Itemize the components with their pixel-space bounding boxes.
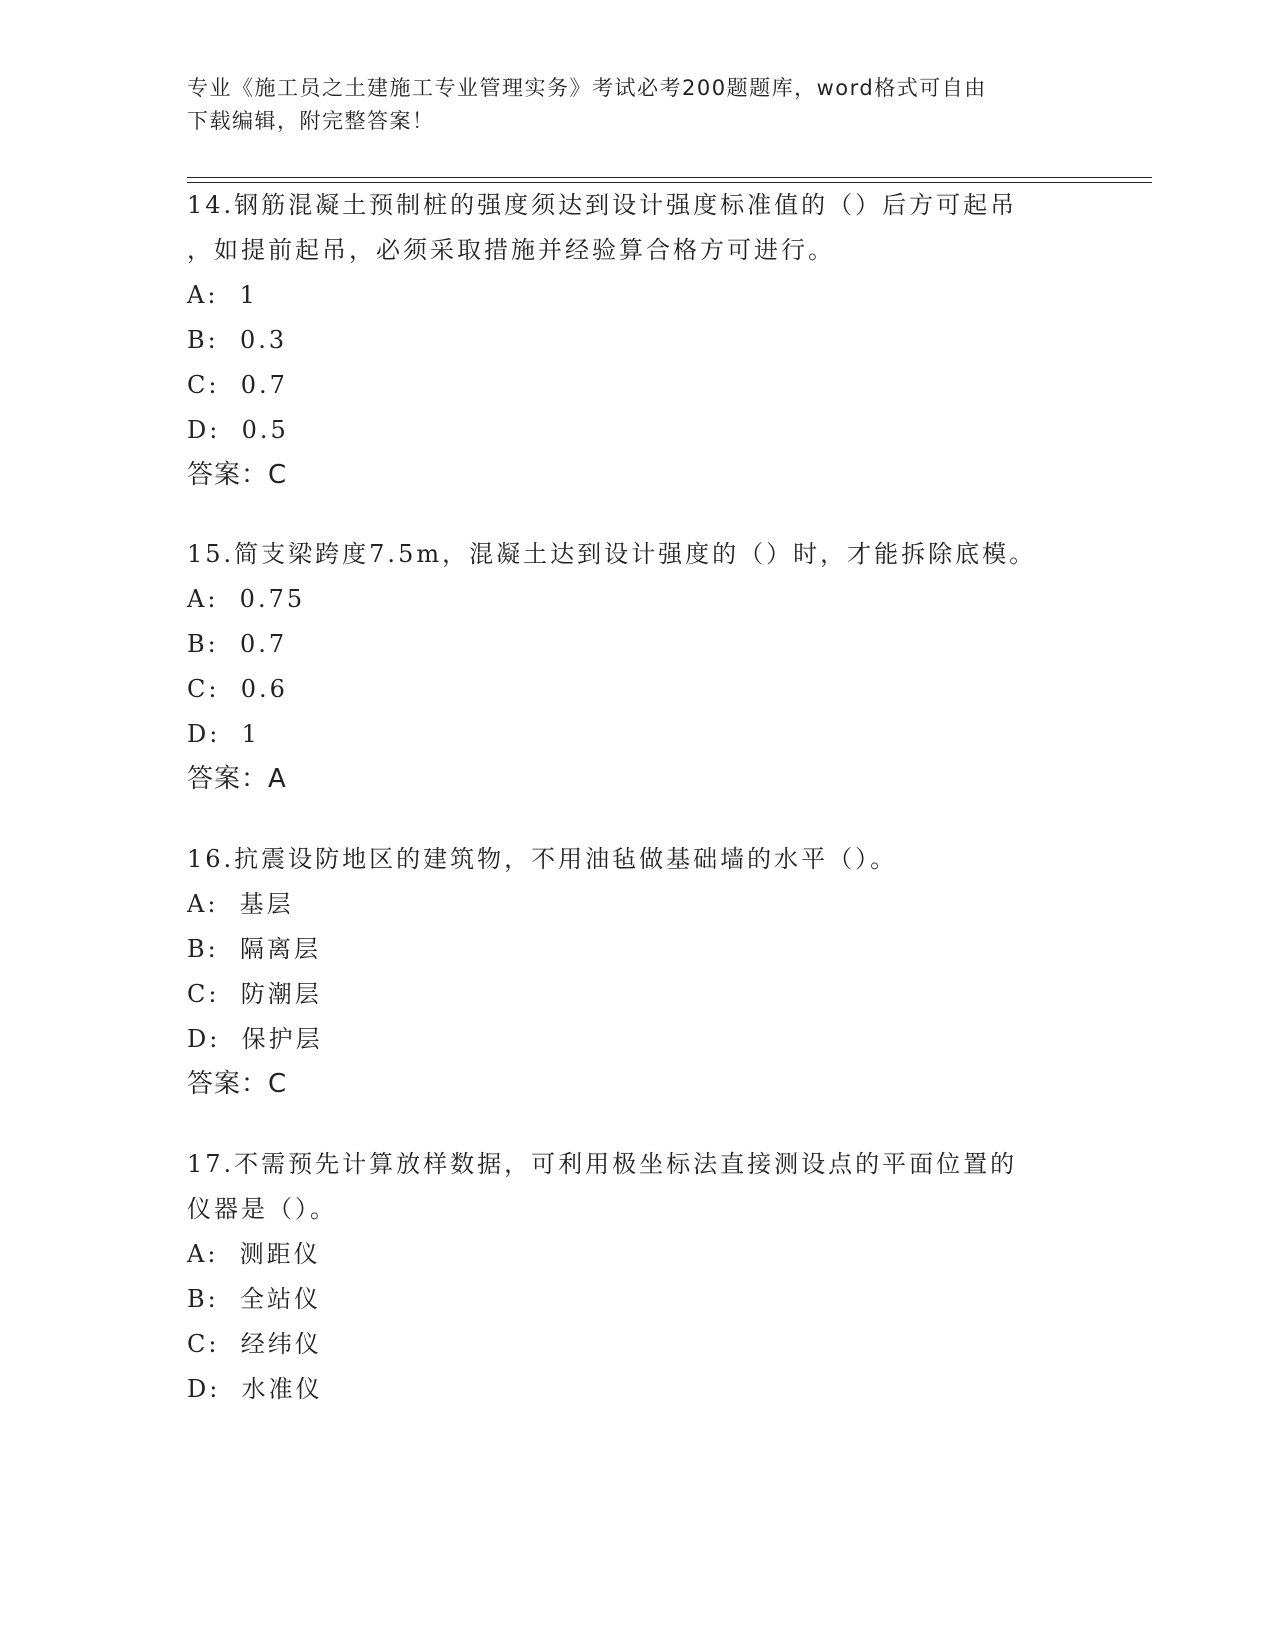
question-14: [187, 183, 1087, 498]
header-line-2: 下载编辑，附完整答案！: [187, 109, 435, 133]
answer: 答案：A: [187, 764, 287, 794]
option-a: A: 基层: [187, 890, 294, 918]
question-15: [187, 532, 1087, 802]
option-d: D: 1: [187, 720, 260, 748]
option-c: C: 0.6: [187, 675, 288, 703]
option-b: B: 隔离层: [187, 935, 321, 963]
question-text-line-2: ，如提前起吊，必须采取措施并经验算合格方可进行。: [187, 236, 835, 264]
option-b: B: 0.7: [187, 630, 288, 658]
document-header: [187, 72, 1067, 138]
question-text-line-1: 15.简支梁跨度7.5m，混凝土达到设计强度的（）时，才能拆除底模。: [187, 540, 1037, 568]
option-a: A: 1: [187, 281, 258, 309]
option-d: D: 0.5: [187, 416, 289, 444]
option-d: D: 保护层: [187, 1025, 323, 1053]
question-text-line-1: 16.抗震设防地区的建筑物，不用油毡做基础墙的水平（）。: [187, 845, 898, 873]
answer: 答案：C: [187, 460, 288, 490]
option-c: C: 防潮层: [187, 980, 322, 1008]
header-line-1: 专业《施工员之土建施工专业管理实务》考试必考200题题库，word格式可自由: [187, 76, 987, 100]
option-c: C: 0.7: [187, 371, 288, 399]
option-b: B: 全站仪: [187, 1285, 321, 1313]
option-b: B: 0.3: [187, 326, 288, 354]
question-text-line-2: 仪器是（）。: [187, 1195, 337, 1223]
question-17: [187, 1142, 1087, 1412]
question-text-line-1: 14.钢筋混凝土预制桩的强度须达到设计强度标准值的（）后方可起吊: [187, 191, 1018, 219]
option-d: D: 水准仪: [187, 1375, 323, 1403]
option-a: A: 测距仪: [187, 1240, 321, 1268]
question-16: [187, 837, 1087, 1107]
header-divider-top: [187, 177, 1152, 178]
option-a: A: 0.75: [187, 585, 306, 613]
question-text-line-1: 17.不需预先计算放样数据，可利用极坐标法直接测设点的平面位置的: [187, 1150, 1018, 1178]
answer: 答案：C: [187, 1069, 288, 1099]
option-c: C: 经纬仪: [187, 1330, 322, 1358]
